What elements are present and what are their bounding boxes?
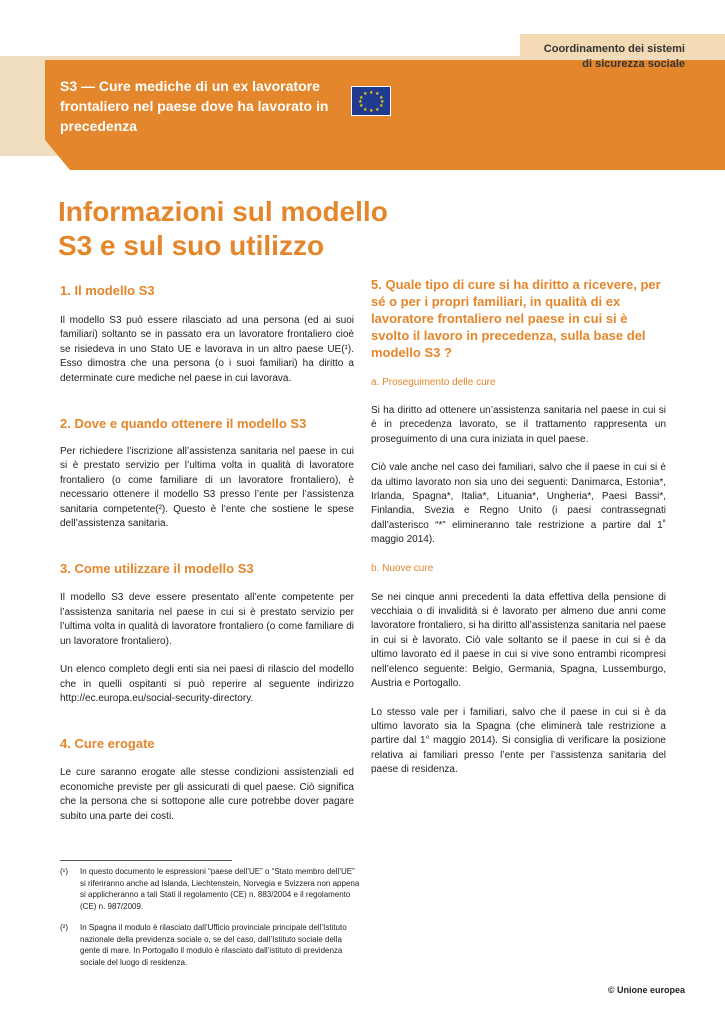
section-5-heading: 5. Quale tipo di cure si ha diritto a ricevere, per sé o per i propri familiari, in qualità di ex lavoratore frontaliero nel paese in cui si è svolto il lavoro in precedenza, sulla base del modello S3 ? xyxy=(371,277,661,360)
page-title-line-2: S3 e sul suo utilizzo xyxy=(58,230,325,261)
footnote-2-text: In Spagna il modulo è rilasciato dall’Ufficio provinciale principale dell’Istituto nazionale della previdenza sociale o, se del caso, dall’Istituto sociale della gente di mare. In Portogallo il modulo è rilasciato dall’istituto di previdenza sociale del luogo di residenza. xyxy=(80,923,347,967)
form-title: S3 — Cure mediche di un ex lavoratore frontaliero nel paese dove ha lavorato in precedenza xyxy=(60,78,329,134)
right-column xyxy=(371,276,666,778)
section-4-heading: 4. Cure erogate xyxy=(60,736,155,752)
section-3-heading: 3. Come utilizzare il modello S3 xyxy=(60,561,254,577)
subsection-a-text-2: Ciò vale anche nel caso dei familiari, salvo che il paese in cui si è da ultimo lavorato non sia uno dei seguenti: Danimarca, Estonia*, Irlanda, Spagna*, Italia*, Lituania*, Ungheria*, Paesi Bassi*, Finlandia, Svezia e Regno Unito (i paesi contrassegnati dall’asterisco “*” elimineranno tale restrizione a partire dal 1˚ maggio 2014). xyxy=(371,462,666,546)
series-title-line-1: Coordinamento dei sistemi xyxy=(543,43,685,55)
series-title-line-2: di sicurezza sociale xyxy=(582,58,685,70)
series-title xyxy=(544,42,685,72)
subsection-a-text-1: Si ha diritto ad ottenere un’assistenza sanitaria nel paese in cui si è in precedenza lavorato, se il trattamento rappresenta un proseguimento di una cura iniziata in quel paese. xyxy=(371,405,666,445)
footnote-2 xyxy=(60,922,360,968)
footnote-2-number: (²) xyxy=(60,923,68,932)
subsection-b-text-2: Lo stesso vale per i familiari, salvo che il paese in cui si è da ultimo lavorato sia la Spagna (che eliminerà tale restrizione a partire dal 1° maggio 2014). Si consiglia di verificare la posizione relativa ai familiari presso l’ente per l’assistenza sanitaria del paese di residenza. xyxy=(371,706,666,776)
subsection-b-text-1: Se nei cinque anni precedenti la data effettiva della pensione di vecchiaia o di invalidità si è lavorato per almeno due anni come lavoratore frontaliero, si ha diritto all’assistenza sanitaria nel paese in cui si è lavorato. Ciò vale soltanto se il paese in cui si è da ultimo lavorato ed il paese in cui si vive sono entrambi ricompresi nell’elenco seguente: Belgio, Germania, Spagna, Lussemburgo, Austria e Portogallo. xyxy=(371,591,666,690)
left-column xyxy=(60,282,354,824)
eu-flag-icon: ★ ★ ★ ★ ★ ★ ★ ★ ★ ★ ★ ★ xyxy=(351,86,391,116)
subsection-b-heading: b. Nuove cure xyxy=(371,562,434,574)
section-1-text: Il modello S3 può essere rilasciato ad una persona (ed ai suoi familiari) soltanto se in passato era un lavoratore frontaliero cioè se risiedeva in uno Stato UE e lavorava in un altro paese UE(¹). Esso dimostra che una persona (o i suoi familiari) ha diritto a determinate cure mediche nel paese in cui lavorava. xyxy=(60,315,354,384)
footnote-1 xyxy=(60,866,360,912)
section-3-text-1: Il modello S3 deve essere presentato all’ente competente per l’assistenza sanitaria nel paese in cui si è prestato servizio per l’ultima volta in qualità di lavoratore frontaliero (o come familiare di un lavoratore frontaliero). xyxy=(60,592,354,647)
section-2-heading: 2. Dove e quando ottenere il modello S3 xyxy=(60,416,307,432)
section-3-text-2: Un elenco completo degli enti sia nei paesi di rilascio del modello che in quelli ospitanti si può reperire al seguente indirizzo http://ec.europa.eu/social-security-directory. xyxy=(60,664,354,704)
section-4-text: Le cure saranno erogate alle stesse condizioni assistenziali ed economiche previste per gli assicurati di quel paese. Ciò significa che la persona che si sottopone alle cure potrebbe dover pagare subito una parte dei costi. xyxy=(60,767,354,822)
copyright-notice: © Unione europea xyxy=(607,985,685,995)
section-1-heading: 1. Il modello S3 xyxy=(60,283,155,298)
footnote-1-number: (¹) xyxy=(60,867,68,876)
page-title xyxy=(58,195,388,263)
section-2-text: Per richiedere l’iscrizione all’assistenza sanitaria nel paese in cui si è prestato servizio per l’ultima volta in qualità di lavoratore frontaliero (o come familiare di un lavoratore frontaliero), è necessario ottenere il modello S3 presso l’ente per l’assistenza sanitaria competente(²). Questo è l’ente che sostiene le spese dell’assistenza sanitaria. xyxy=(60,446,354,530)
footnote-separator xyxy=(60,860,232,861)
footnote-1-text: In questo documento le espressioni “paese dell’UE” o “Stato membro dell’UE” si riferiranno anche ad Islanda, Liechtenstein, Norvegia e Svizzera non appena si applicheranno a tali Stati il regolamento (CE) n. 883/2004 e il regolamento (CE) n. 987/2009. xyxy=(80,867,360,911)
page-title-line-1: Informazioni sul modello xyxy=(58,196,388,227)
subsection-a-heading: a. Proseguimento delle cure xyxy=(371,377,496,388)
